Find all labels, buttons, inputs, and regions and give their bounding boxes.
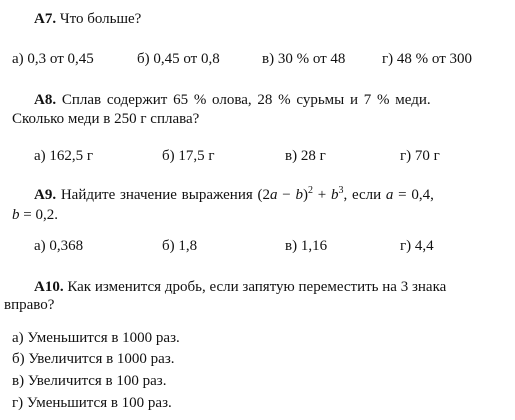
question-a8-line1 <box>34 91 431 109</box>
option-a7-a: а) 0,3 от 0,45 <box>12 51 94 67</box>
question-text: Найдите значение выражения <box>60 187 253 203</box>
question-number: A8. <box>34 92 57 108</box>
option-a8-b: б) 17,5 г <box>162 148 215 164</box>
question-text: Сплав содержит 65 % олова, 28 % сурьмы и 7 % меди. <box>61 92 431 108</box>
option-a9-b: б) 1,8 <box>162 238 198 254</box>
question-a10-line1 <box>34 278 446 296</box>
option-a9-a: а) 0,368 <box>34 238 84 254</box>
option-a9-d: г) 4,4 <box>400 238 434 254</box>
question-text: Что больше? <box>59 11 142 27</box>
option-a7-d: г) 48 % от 300 <box>382 51 472 67</box>
question-a9-line1 <box>34 186 434 204</box>
question-a10-line2: вправо? <box>4 297 55 313</box>
option-a10-a: а) Уменьшится в 1000 раз. <box>12 330 180 346</box>
option-a10-d: г) Уменьшится в 100 раз. <box>12 395 172 411</box>
option-a9-c: в) 1,16 <box>285 238 328 254</box>
question-number: A9. <box>34 187 57 203</box>
option-a7-b: б) 0,45 от 0,8 <box>137 51 220 67</box>
option-a10-c: в) Увеличится в 100 раз. <box>12 373 167 389</box>
question-number: A7. <box>34 11 57 27</box>
option-a8-c: в) 28 г <box>285 148 326 164</box>
question-a8-line2: Сколько меди в 250 г сплава? <box>12 111 200 127</box>
math-expression: $(2a - b)^2 + b^3$, если a = 0,4, <box>257 185 434 203</box>
option-a7-c: в) 30 % от 48 <box>262 51 346 67</box>
question-text: Как изменится дробь, если запятую переместить на 3 знака <box>67 279 447 295</box>
question-a7 <box>34 10 141 28</box>
option-a8-a: а) 162,5 г <box>34 148 94 164</box>
question-number: A10. <box>34 279 64 295</box>
option-a8-d: г) 70 г <box>400 148 440 164</box>
question-a9-line2: b = 0,2. <box>12 207 58 223</box>
option-a10-b: б) Увеличится в 1000 раз. <box>12 351 175 367</box>
